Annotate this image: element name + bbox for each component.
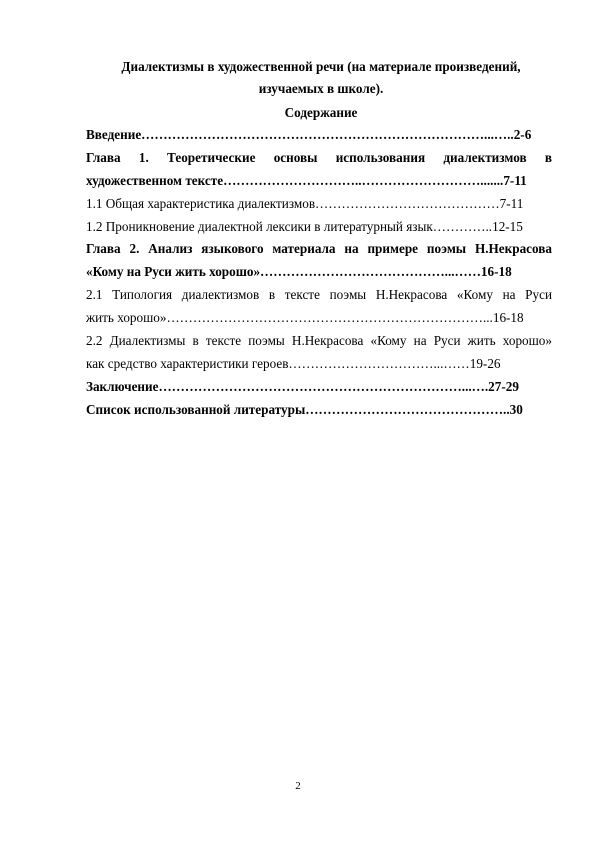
document-title-line-1: Диалектизмы в художественной речи (на материале произведений, (121, 59, 521, 74)
toc-entry (86, 376, 552, 399)
toc-entry-line: Введение……………………………………………………………………...…..2-6 (86, 127, 532, 142)
toc-entry (86, 124, 552, 147)
toc-entry (86, 399, 552, 422)
document-title-line-2: изучаемых в школе). (258, 81, 384, 96)
toc-entry-line: 2.1 Типология диалектизмов в тексте поэмы Н.Некрасова «Кому на Руси (86, 287, 552, 303)
toc-entry-line: 1.1 Общая характеристика диалектизмов……………………………………7-11 (86, 195, 524, 211)
toc-entry (86, 238, 552, 284)
toc-entry-line: как средство характеристики героев……………………………...……19-26 (86, 355, 501, 371)
toc-entry (86, 284, 552, 330)
toc-entry-line: «Кому на Руси жить хорошо»……………………………………...……16-18 (86, 264, 512, 280)
toc-entry-line: художественном тексте…………………………..……………………….......7-11 (86, 172, 527, 188)
toc-entry (86, 193, 552, 216)
page-number: 2 (295, 780, 301, 792)
toc-entry-line: Список использованной литературы………………………………………..30 (86, 401, 523, 417)
toc-entry-line: Глава 1. Теоретические основы использования диалектизмов в (86, 149, 552, 165)
table-of-contents (86, 124, 552, 422)
toc-entry (86, 216, 552, 239)
toc-entry-line: жить хорошо»………………………………………………………………...16-18 (86, 310, 524, 326)
contents-heading: Содержание (284, 105, 358, 120)
toc-entry-line: 1.2 Проникновение диалектной лексики в литературный язык…………..12-15 (86, 218, 523, 234)
toc-entry-line: Заключение……………………………………………………………...….27-29 (86, 378, 519, 394)
toc-entry-line: Глава 2. Анализ языкового материала на примере поэмы Н.Некрасова (86, 241, 552, 257)
toc-entry (86, 147, 552, 193)
toc-entry-line: 2.2 Диалектизмы в тексте поэмы Н.Некрасова «Кому на Руси жить хорошо» (86, 333, 552, 349)
toc-entry (86, 330, 552, 376)
